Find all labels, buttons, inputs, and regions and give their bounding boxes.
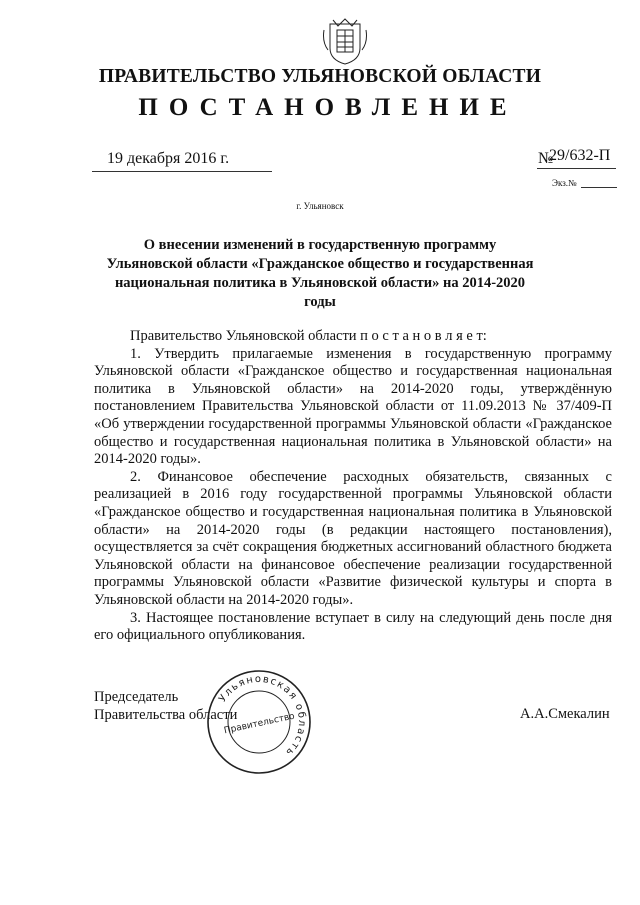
paragraph-3: 3. Настоящее постановление вступает в силу на следующий день после дня его официального опубликования.	[94, 609, 612, 644]
paragraph-2: 2. Финансовое обеспечение расходных обязательств, связанных с реализацией в 2016 году государственной программы Ульяновской области «Гражданское общество и государственная национальная политика в Ульяновской области» на 2014-2020 годы (в редакции настоящего постановления), осуществляется за счёт сокращения бюджетных ассигнований областного бюджета Ульяновской области на финансовое обеспечение реализации государственной программы Ульяновской области «Развитие физической культуры и спорта в Ульяновской области на 2014-2020 годы».	[94, 468, 612, 608]
document-body	[94, 328, 612, 645]
number-sign: №	[538, 150, 554, 167]
paragraph-1: 1. Утвердить прилагаемые изменения в государственную программу Ульяновской области «Гражданское общество и государственная национальная политика в Ульяновской области» на 2014-2020 годы, утверждённую постановлением Правительства Ульяновской области от 11.09.2013 № 37/409-П «Об утверждении государственной программы Ульяновской области «Гражданское общество и государственная национальная политика в Ульяновской области» на 2014-2020 годы».	[94, 345, 612, 468]
copy-number-line	[581, 187, 617, 188]
date-underline	[92, 171, 272, 172]
seal-ring-text: Ульяновская область	[217, 673, 308, 759]
document-date: 19 декабря 2016 г.	[107, 150, 230, 167]
document-subject: О внесении изменений в государственную программу Ульяновской области «Гражданское общество и государственная национальная политика в Ульяновской области» на 2014-2020 годы	[106, 237, 534, 310]
coat-of-arms-emblem	[322, 16, 368, 66]
city-label: г. Ульяновск	[296, 201, 344, 211]
document-type: ПОСТАНОВЛЕНИЕ	[138, 94, 518, 121]
copy-number-label: Экз.№	[552, 178, 577, 188]
government-title: ПРАВИТЕЛЬСТВО УЛЬЯНОВСКОЙ ОБЛАСТИ	[98, 66, 542, 87]
document-number: 29/632-П	[549, 147, 611, 164]
official-seal	[205, 668, 313, 776]
number-underline	[537, 168, 616, 169]
signatory-title-line2: Правительства области	[94, 707, 238, 723]
seal-center-text: Правительство	[223, 711, 296, 737]
signatory-name: А.А.Смекалин	[520, 706, 610, 722]
intro-paragraph: Правительство Ульяновской области п о с т а н о в л я е т:	[130, 328, 487, 344]
signatory-title-line1: Председатель	[94, 689, 179, 705]
